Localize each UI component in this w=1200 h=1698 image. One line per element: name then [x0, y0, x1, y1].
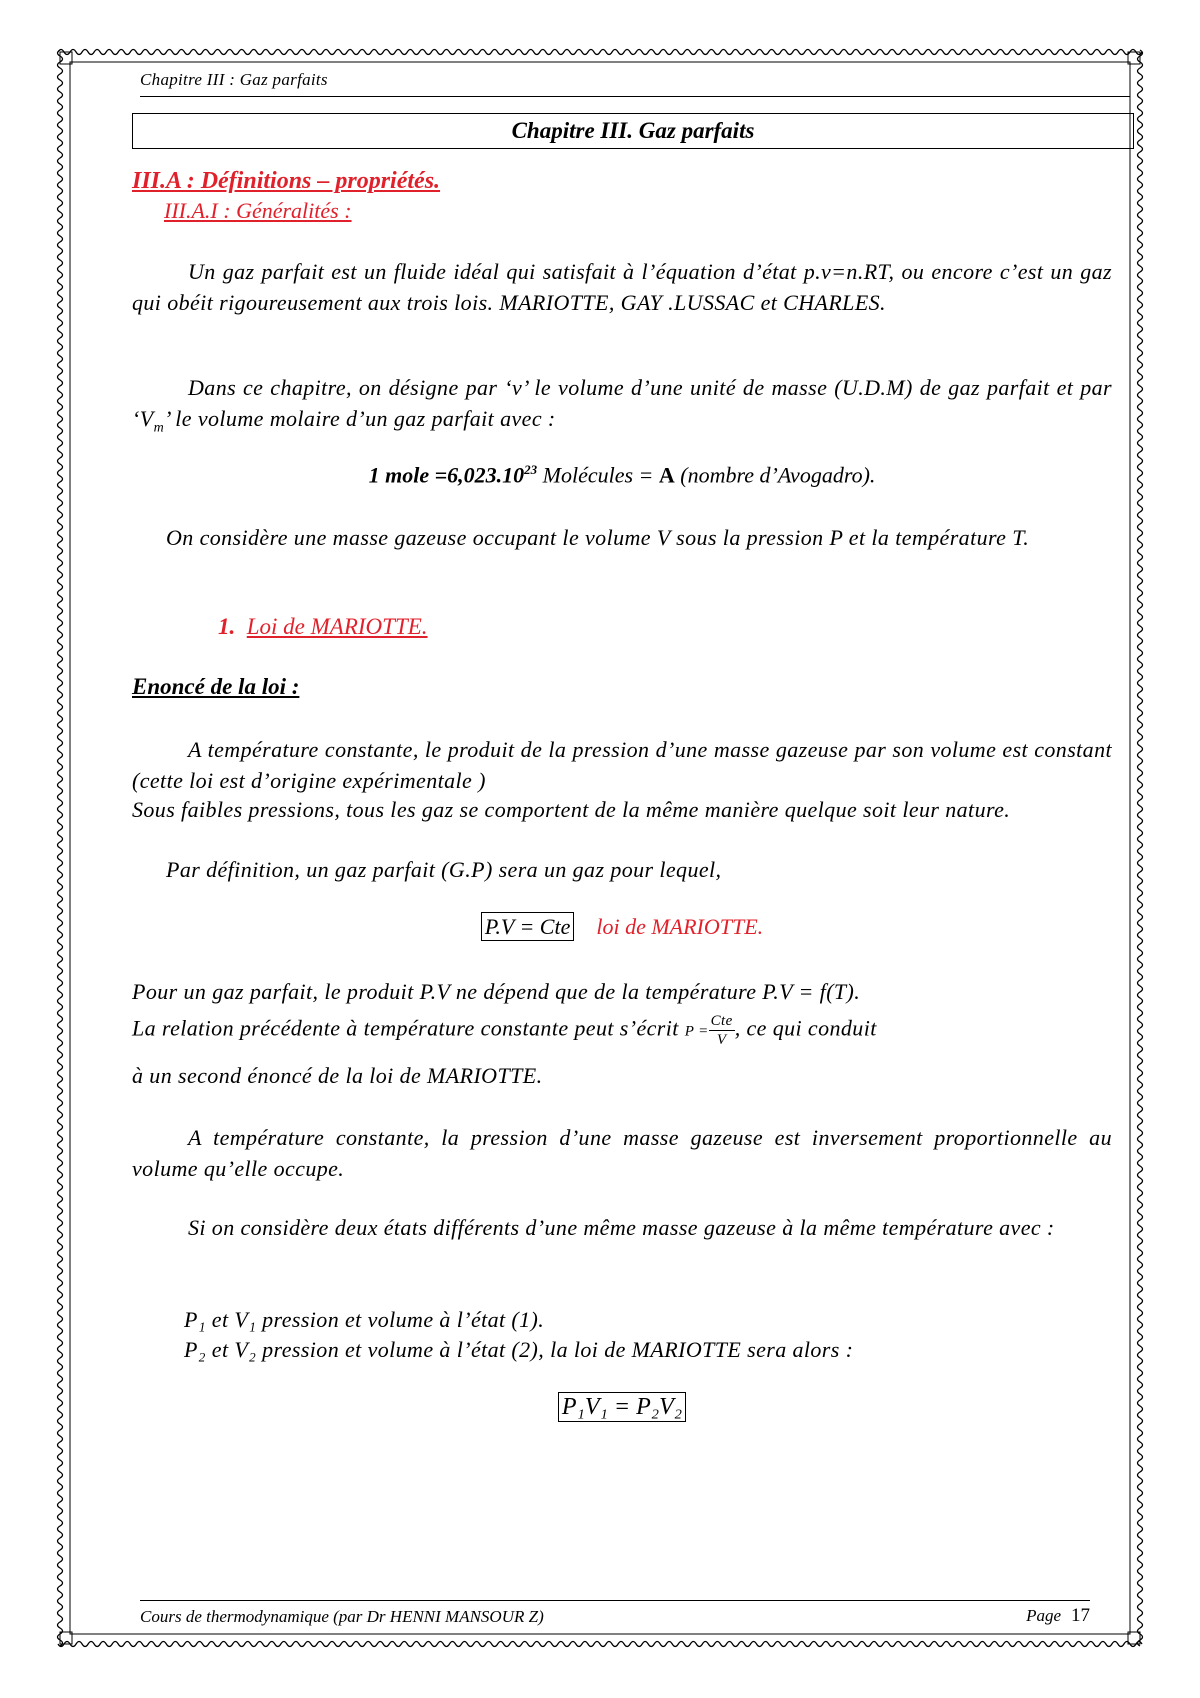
paragraph-law: A température constante, le produit de la pression d’une masse gazeuse par son volume est constant (cette loi est d’origine expérimentale )	[132, 737, 1112, 793]
paragraph-volume	[132, 372, 1112, 443]
running-header: Chapitre III : Gaz parfaits	[140, 70, 1130, 97]
paragraph-pv-ft: Pour un gaz parfait, le produit P.V ne dépend que de la température P.V = f(T).	[132, 979, 861, 1004]
formula-p1v1-line	[132, 1394, 1112, 1421]
subscript-m: m	[153, 420, 165, 436]
relation-eq: P =	[684, 1023, 709, 1040]
paragraph-definition: Un gaz parfait est un fluide idéal qui satisfait à l’équation d’état p.v=n.RT, ou encore c’est un gaz qui obéit rigoureusement aux trois lois. MARIOTTE, GAY .LUSSAC et CHARLES.	[132, 259, 1112, 315]
state-1: P₁ et V₁ pression et volume à l’état (1).	[184, 1307, 545, 1332]
avogadro-line	[132, 462, 1112, 488]
page-footer	[140, 1600, 1090, 1627]
mole-exponent: 23	[524, 462, 538, 477]
footer-course: Cours de thermodynamique (par Dr HENNI MANSOUR Z)	[140, 1607, 544, 1626]
paragraph-volume-b: ’ le volume molaire d’un gaz parfait avec :	[164, 406, 556, 431]
state-2: P₂ et V₂ pression et volume à l’état (2), la loi de MARIOTTE sera alors :	[184, 1337, 854, 1362]
paragraph-definition-gp: Par définition, un gaz parfait (G.P) sera un gaz pour lequel,	[166, 857, 722, 882]
mole-text: Molécules =	[537, 462, 659, 488]
law-heading-number: 1.	[218, 614, 236, 639]
page-label: Page	[1026, 1606, 1061, 1625]
section-heading: III.A : Définitions – propriétés.	[132, 168, 441, 194]
avogadro-a: A	[658, 462, 675, 488]
relation-text-2: , ce qui conduit	[734, 1015, 877, 1041]
paragraph-low-pressure: Sous faibles pressions, tous les gaz se comportent de la même manière quelque soit leur nature.	[132, 797, 1011, 822]
paragraph-volume-a: Dans ce chapitre, on désigne par ‘v’ le volume d’une unité de masse (U.D.M) de gaz parfait et par ‘V	[132, 375, 1112, 431]
formula-label: loi de MARIOTTE.	[596, 914, 764, 939]
mole-bold: 1 mole =6,023.10	[368, 462, 525, 488]
relation-text: La relation précédente à température constante peut s’écrit	[132, 1015, 685, 1041]
chapter-title: Chapitre III. Gaz parfaits	[132, 113, 1134, 149]
paragraph-relation	[132, 1012, 1112, 1049]
paragraph-second-statement: à un second énoncé de la loi de MARIOTTE.	[132, 1063, 543, 1088]
border-wave	[58, 50, 1142, 55]
subsection-heading: III.A.I : Généralités :	[164, 198, 352, 223]
border-wave	[58, 1642, 1142, 1647]
mariotte-formula-line	[132, 914, 1112, 940]
border-wave	[1138, 50, 1143, 1646]
fraction-denominator: V	[716, 1032, 727, 1048]
fraction-numerator: Cte	[710, 1013, 733, 1029]
page-content	[140, 70, 1140, 149]
law-heading-title: Loi de MARIOTTE.	[246, 614, 428, 639]
page-number-area	[1026, 1605, 1090, 1627]
paragraph-inverse: A température constante, la pression d’une masse gazeuse est inversement proportionnelle au volume qu’elle occupe.	[132, 1125, 1112, 1181]
law-heading	[218, 614, 428, 640]
page-number: 17	[1071, 1605, 1090, 1626]
border-wave	[58, 50, 63, 1646]
fraction	[709, 1012, 735, 1049]
formula-p1v1-p2v2: P₁V₁ = P₂V₂	[558, 1392, 686, 1422]
paragraph-two-states: Si on considère deux états différents d’une même masse gazeuse à la même température avec :	[188, 1215, 1055, 1240]
enonce-heading: Enoncé de la loi :	[132, 674, 300, 699]
formula-pv-cte: P.V = Cte	[481, 912, 575, 941]
paragraph-mass: On considère une masse gazeuse occupant le volume V sous la pression P et la température T.	[166, 525, 1030, 550]
mole-text-2: (nombre d’Avogadro).	[674, 462, 876, 488]
